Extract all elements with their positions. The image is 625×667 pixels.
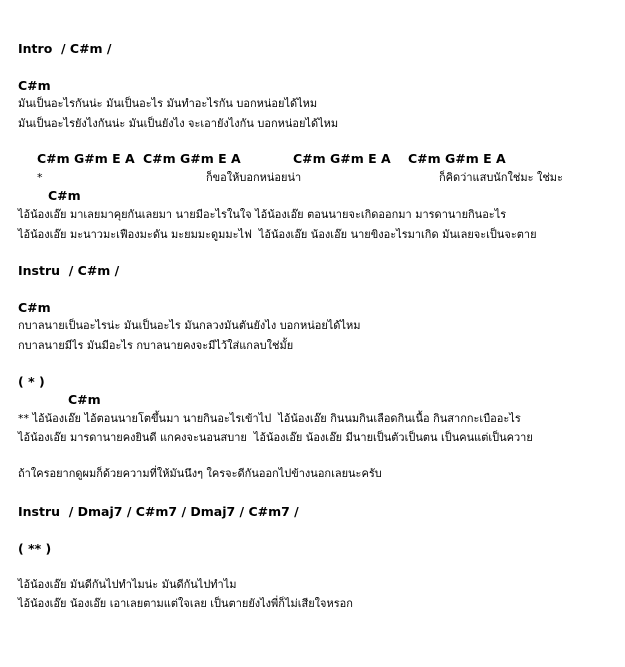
intro-line: Intro / C#m / <box>18 41 112 56</box>
note-line: ถ้าใครอยากดูผมก็ด้วยความที่ให้มันนึงๆ ใครจะดีกันออกไปข้างนอกเลยนะครับ <box>18 467 382 480</box>
verse2-lyric-1: กบาลนายเป็นอะไรน่ะ มันเป็นอะไร มันกลวงมันตันยังไง บอกหน่อยได้ไหม <box>18 319 361 332</box>
prechorus-lyric-b: ก็คิดว่าแสบนักใช่มะ ใช่มะ <box>439 171 563 184</box>
prechorus-chords-b: C#m G#m E A <box>143 151 241 166</box>
outro-lyric-2: ไอ้น้องเอ๊ย น้องเอ๊ย เอาเลยตามแต่ใจเลย เป็นตายยังไงพี่ก็ไม่เสียใจหรอก <box>18 597 353 610</box>
prechorus-chords-c: C#m G#m E A <box>293 151 391 166</box>
verse2-chord: C#m <box>18 300 51 315</box>
instru-line-1: Instru / C#m / <box>18 263 120 278</box>
chord-sheet <box>18 0 618 667</box>
prechorus-chords-a: C#m G#m E A <box>37 151 135 166</box>
repeat-chorus-marker: ( * ) <box>18 374 45 389</box>
prechorus-lyric-a: ก็ขอให้บอกหน่อยน่า <box>206 171 302 184</box>
chorus2-lyric-1: ** ไอ้น้องเอ๊ย ไอ้ตอนนายโตขึ้นมา นายกินอะไรเข้าไป ไอ้น้องเอ๊ย กินนมกินเลือดกินเนื้อ กินสากกะเบืออะไร <box>18 412 521 425</box>
verse1-lyric-1: มันเป็นอะไรกันน่ะ มันเป็นอะไร มันทำอะไรกัน บอกหน่อยได้ไหม <box>18 97 318 110</box>
verse2-lyric-2: กบาลนายมีไร มันมีอะไร กบาลนายคงจะมีไว้ใส่แกลบใช่มั้ย <box>18 339 294 352</box>
prechorus-chords-d: C#m G#m E A <box>408 151 506 166</box>
verse1-chord: C#m <box>18 78 51 93</box>
chorus2-lyric-2: ไอ้น้องเอ๊ย มารดานายคงยินดี แกคงจะนอนสบาย ไอ้น้องเอ๊ย น้องเอ๊ย มีนายเป็นตัวเป็นตน เป็นคนแต่เป็นควาย <box>18 431 533 444</box>
chorus2-chord: C#m <box>68 392 101 407</box>
chorus-lyric-1: ไอ้น้องเอ๊ย มาเลยมาคุยกันเลยมา นายมีอะไรในใจ ไอ้น้องเอ๊ย ตอนนายจะเกิดออกมา มารดานายกินอะไร <box>18 208 507 221</box>
verse1-lyric-2: มันเป็นอะไรยังไงกันน่ะ มันเป็นยังไง จะเอายังไงกัน บอกหน่อยได้ไหม <box>18 117 339 130</box>
prechorus-star: * <box>37 171 43 184</box>
chorus-chord: C#m <box>48 188 81 203</box>
outro-lyric-1: ไอ้น้องเอ๊ย มันดีกันไปทำไมน่ะ มันดีกันไปทำไม <box>18 578 237 591</box>
instru-line-2: Instru / Dmaj7 / C#m7 / Dmaj7 / C#m7 / <box>18 504 299 519</box>
repeat-chorus2-marker: ( ** ) <box>18 541 52 556</box>
chorus-lyric-2: ไอ้น้องเอ๊ย มะนาวมะเฟืองมะดัน มะยมมะดูมมะไฟ ไอ้น้องเอ๊ย น้องเอ๊ย นายขิงอะไรมาเกิด มันเลยจะเป็นจะตาย <box>18 228 537 241</box>
